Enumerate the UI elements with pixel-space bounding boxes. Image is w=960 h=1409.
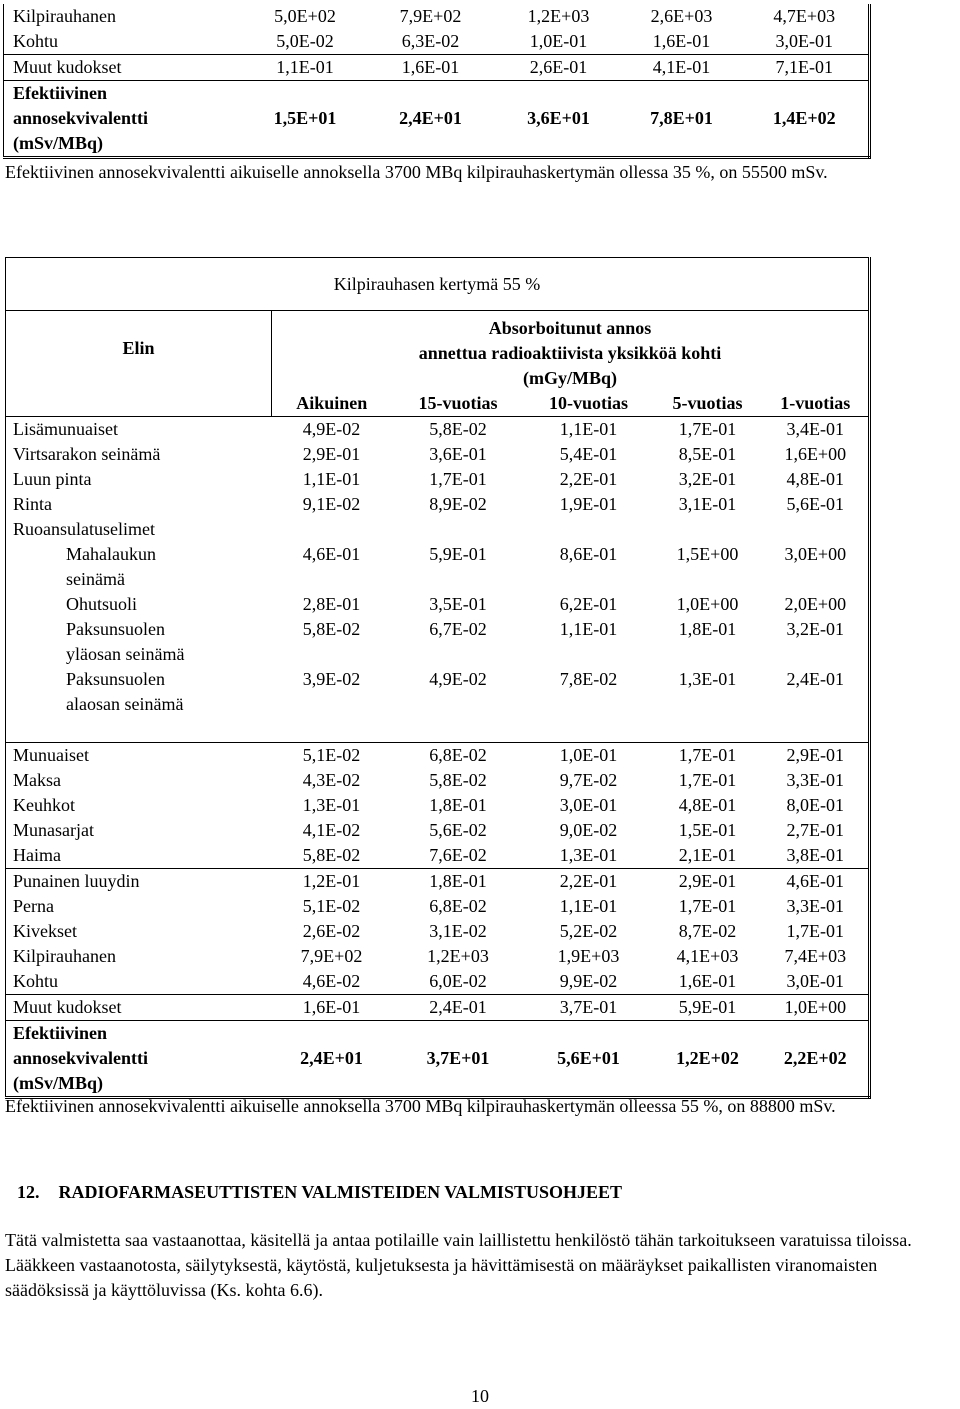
label-line: annosekvivalentti [13,1048,149,1068]
value-cell: 1,2E+02 [653,1021,763,1098]
table-row [6,417,870,442]
label-line: (mSv/MBq) [13,133,103,153]
value-cell: 1,0E+00 [676,594,739,614]
table-row [4,55,870,81]
value-cell: 5,0E+02 [274,6,336,26]
value-cell: 1,8E-01 [678,619,737,639]
table-row [6,843,870,869]
value-cell: 1,8E-01 [392,869,525,895]
organ-cell: Luun pinta [6,467,272,492]
value-cell: 2,4E-01 [763,667,870,743]
value-cell: 2,6E-01 [495,55,623,81]
value-cell: 4,9E-02 [429,669,487,689]
value-cell: 6,3E-02 [401,31,460,51]
value-cell: 1,6E-01 [652,31,711,51]
value-cell: 4,8E-01 [763,467,870,492]
table-row [6,542,870,592]
value-cell: 4,1E+03 [676,946,739,966]
value-cell: 1,6E+00 [763,442,870,467]
value-cell: 3,6E+01 [495,81,623,158]
value-cell: 2,4E-01 [392,995,525,1021]
value-cell: 1,6E-01 [272,995,392,1021]
table-row [6,869,870,895]
table-row [6,995,870,1021]
value-cell: 5,6E-02 [429,820,487,840]
value-cell: 5,6E-01 [763,492,870,517]
value-cell: 1,7E-01 [678,419,737,439]
value-cell: 7,9E+02 [300,946,363,966]
value-cell: 3,6E-01 [429,444,487,464]
value-cell: 3,3E-01 [763,894,870,919]
organ-cell: Kivekset [6,919,272,944]
value-cell: 3,2E-01 [763,617,870,667]
value-cell: 2,8E-01 [302,594,361,614]
header-row [6,311,870,392]
column-header: Aikuinen [296,393,368,413]
organ-line: alaosan seinämä [66,694,184,714]
value-cell: 4,6E-01 [302,544,361,564]
value-cell: 1,3E-01 [678,669,737,689]
value-cell: 3,7E+01 [392,1021,525,1098]
value-cell: 9,0E-02 [559,820,618,840]
value-cell: 4,6E-01 [763,869,870,895]
effective-dose-note: Efektiivinen annosekvivalentti aikuiselle annoksella 3700 MBq kilpirauhaskertymän olleessa 55 %, on 88800 mSv. [5,1096,836,1116]
value-cell: 5,0E-02 [276,31,334,51]
value-cell: 5,8E-02 [429,419,487,439]
table-caption: Kilpirauhasen kertymä 55 % [6,258,870,311]
value-cell: 9,1E-02 [302,494,361,514]
value-cell: 3,8E-01 [763,843,870,869]
value-cell: 1,5E+00 [676,544,739,564]
organ-cell: Lisämunuaiset [6,417,272,442]
value-cell: 2,7E-01 [763,818,870,843]
table-row [6,667,870,743]
value-cell: 9,9E-02 [559,971,618,991]
value-cell: 3,3E-01 [763,768,870,793]
value-cell: 7,6E-02 [429,845,487,865]
section-title: RADIOFARMASEUTTISTEN VALMISTEIDEN VALMISTUSOHJEET [58,1182,622,1202]
organ-line: seinämä [66,569,125,589]
value-cell: 2,4E+01 [367,81,495,158]
value-cell: 4,9E-02 [302,419,361,439]
value-cell: 2,9E-01 [763,743,870,769]
organ-cell: Muut kudokset [6,995,272,1021]
value-cell: 1,4E+02 [741,81,870,158]
value-cell: 1,6E-01 [367,55,495,81]
header-line: Absorboitunut annos [488,318,652,338]
organ-cell [6,617,272,667]
value-cell: 5,8E-02 [302,845,361,865]
organ-cell: Muut kudokset [4,55,244,81]
organ-cell [6,667,272,743]
body-paragraph: Tätä valmistetta saa vastaanottaa, käsitellä ja antaa potilaille vain laillistettu henkilöstö tähän tarkoitukseen varatuissa tiloissa. Lääkkeen vastaanotosta, säilytyksestä, käytöstä, kuljetuksesta ja hävittämisestä on määräykset paikallisten viranomaisten säädöksissä ja käyttöluvissa (Ks. kohta 6.6). [5,1230,912,1300]
value-cell: 6,8E-02 [392,743,525,769]
value-cell: 3,0E-01 [763,969,870,995]
table-row [6,592,870,617]
value-cell: 2,4E+01 [272,1021,392,1098]
table-row [6,492,870,517]
page-number: 10 [471,1386,489,1406]
value-cell: 1,1E-01 [559,619,618,639]
organ-cell: Kohtu [6,969,272,995]
value-cell: 1,7E-01 [678,896,737,916]
label-line: (mSv/MBq) [13,1073,103,1093]
value-cell: 1,5E-01 [678,820,737,840]
value-cell: 3,5E-01 [429,594,487,614]
value-cell: 5,4E-01 [559,444,618,464]
value-cell: 1,9E-01 [559,494,618,514]
organ-line: Paksunsuolen [66,669,165,689]
value-cell: 1,1E-01 [559,896,618,916]
value-cell: 3,2E-01 [678,469,737,489]
value-cell: 1,6E-01 [678,971,737,991]
table-row [6,818,870,843]
label-line: Efektiivinen [13,1023,108,1043]
value-cell: 1,9E+03 [557,946,620,966]
label-line: annosekvivalentti [13,108,149,128]
value-cell: 4,3E-02 [302,770,361,790]
organ-cell: Kilpirauhanen [6,944,272,969]
value-cell: 4,1E-02 [302,820,361,840]
value-cell: 7,1E-01 [741,55,870,81]
table-row [6,793,870,818]
table-row [6,944,870,969]
value-cell: 3,0E-01 [559,795,618,815]
value-cell: 6,2E-01 [559,594,618,614]
value-cell: 3,1E-01 [678,494,737,514]
value-cell: 1,2E-01 [272,869,392,895]
value-cell: 8,6E-01 [559,544,618,564]
organ-cell: Virtsarakon seinämä [6,442,272,467]
organ-cell: Keuhkot [6,793,272,818]
value-cell: 4,1E-01 [623,55,741,81]
table-row [6,517,870,542]
value-cell: 1,5E+01 [244,81,367,158]
dose-header [272,311,870,392]
value-cell: 2,1E-01 [678,845,737,865]
value-cell: 6,0E-02 [429,971,487,991]
value-cell: 5,1E-02 [272,743,392,769]
value-cell: 4,8E-01 [678,795,737,815]
value-cell: 1,1E-01 [244,55,367,81]
organ-cell: Rinta [6,492,272,517]
organ-cell: Punainen luuydin [6,869,272,895]
organ-line: yläosan seinämä [66,644,185,664]
value-cell: 7,4E+03 [763,944,870,969]
organ-cell: Maksa [6,768,272,793]
value-cell: 8,5E-01 [678,444,737,464]
value-cell: 5,1E-02 [302,896,361,916]
value-cell: 1,3E-01 [302,795,361,815]
organ-cell: Haima [6,843,272,869]
value-cell: 1,0E+00 [763,995,870,1021]
value-cell: 2,6E+03 [650,6,713,26]
value-cell: 3,0E-01 [741,29,870,55]
organ-cell: Kohtu [4,29,244,55]
dose-table-55 [5,257,871,1099]
header-line: (mGy/MBq) [523,368,618,388]
value-cell: 5,9E-01 [653,995,763,1021]
organ-cell: Munasarjat [6,818,272,843]
column-header: 1-vuotias [763,391,870,417]
column-header: 10-vuotias [548,393,628,413]
table-row [4,29,870,55]
organ-cell [6,542,272,592]
section-number: 12. [17,1182,40,1202]
value-cell: 6,8E-02 [429,896,487,916]
table-row [6,768,870,793]
value-cell: 2,6E-02 [302,921,361,941]
value-cell: 2,0E+00 [763,592,870,617]
table-row [6,617,870,667]
value-cell: 1,8E-01 [429,795,487,815]
value-cell: 8,0E-01 [763,793,870,818]
table-row [6,894,870,919]
value-cell: 8,7E-02 [678,921,737,941]
organ-header: Elin [6,311,272,417]
value-cell: 1,7E-01 [653,743,763,769]
section-heading [17,1180,622,1205]
dose-table-35 [3,4,871,159]
table-row [6,969,870,995]
value-cell: 1,0E-01 [529,31,588,51]
table-row [6,743,870,769]
value-cell: 1,7E-01 [763,919,870,944]
effective-dose-label [4,81,244,158]
value-cell: 2,9E-01 [653,869,763,895]
value-cell: 2,2E-01 [559,469,618,489]
organ-group-label: Ruoansulatuselimet [6,517,272,542]
value-cell: 1,2E+03 [527,6,590,26]
value-cell: 7,9E+02 [399,6,462,26]
organ-cell: Ohutsuoli [6,592,272,617]
label-line: Efektiivinen [13,83,108,103]
effective-dose-note: Efektiivinen annosekvivalentti aikuiselle annoksella 3700 MBq kilpirauhaskertymän ollessa 35 %, on 55500 mSv. [5,162,828,182]
value-cell: 3,9E-02 [302,669,361,689]
value-cell: 5,2E-02 [559,921,618,941]
value-cell: 6,7E-02 [429,619,487,639]
table-caption-row [6,258,870,311]
value-cell: 4,6E-02 [302,971,361,991]
organ-cell: Munuaiset [6,743,272,769]
value-cell: 3,7E-01 [525,995,653,1021]
organ-cell: Kilpirauhanen [4,4,244,29]
value-cell: 5,8E-02 [302,619,361,639]
column-header: 5-vuotias [672,393,743,413]
table-row [6,919,870,944]
value-cell: 1,7E-01 [678,770,737,790]
value-cell: 2,2E+02 [763,1021,870,1098]
column-header: 15-vuotias [418,393,498,413]
value-cell: 1,3E-01 [559,845,618,865]
organ-line: Paksunsuolen [66,619,165,639]
value-cell: 3,0E+00 [763,542,870,592]
value-cell: 7,8E+01 [623,81,741,158]
value-cell: 2,9E-01 [302,444,361,464]
table-row [6,442,870,467]
effective-dose-row [6,1021,870,1098]
value-cell: 3,1E-02 [429,921,487,941]
value-cell: 5,8E-02 [429,770,487,790]
organ-cell: Perna [6,894,272,919]
table-row [4,4,870,29]
value-cell: 1,0E-01 [525,743,653,769]
value-cell: 5,6E+01 [525,1021,653,1098]
value-cell: 8,9E-02 [429,494,487,514]
value-cell: 9,7E-02 [559,770,618,790]
table-row [6,467,870,492]
value-cell: 4,7E+03 [741,4,870,29]
organ-line: Mahalaukun [66,544,156,564]
value-cell: 2,2E-01 [525,869,653,895]
effective-dose-label [6,1021,272,1098]
value-cell: 7,8E-02 [559,669,618,689]
value-cell: 1,1E-01 [559,419,618,439]
effective-dose-row [4,81,870,158]
value-cell: 1,2E+03 [427,946,489,966]
value-cell: 5,9E-01 [429,544,487,564]
value-cell: 1,1E-01 [302,469,361,489]
value-cell: 1,7E-01 [429,469,487,489]
header-line: annettua radioaktiivista yksikköä kohti [418,343,722,363]
value-cell: 3,4E-01 [763,417,870,442]
